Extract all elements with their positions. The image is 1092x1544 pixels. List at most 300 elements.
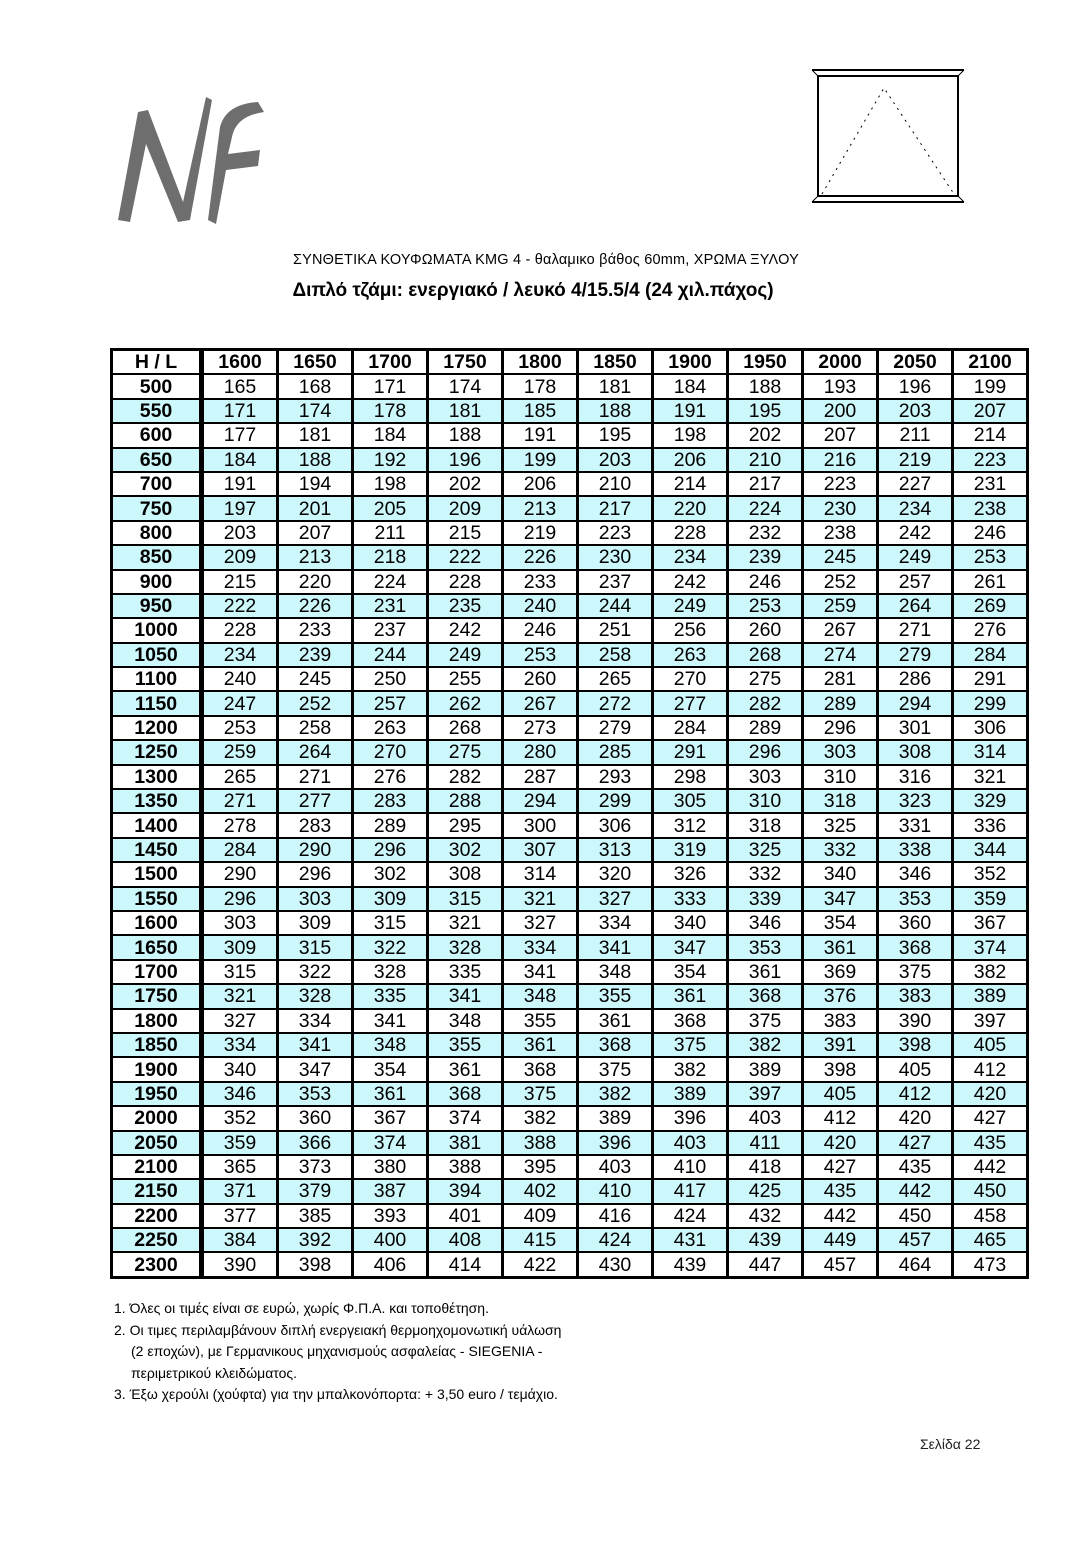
price-cell: 171 — [353, 374, 428, 398]
price-cell: 374 — [428, 1106, 503, 1130]
price-cell: 375 — [728, 1009, 803, 1033]
price-cell: 380 — [353, 1155, 428, 1179]
price-cell: 325 — [728, 838, 803, 862]
price-cell: 296 — [803, 716, 878, 740]
price-cell: 249 — [878, 545, 953, 569]
table-row — [112, 496, 1028, 520]
price-cell: 416 — [578, 1204, 653, 1228]
price-cell: 282 — [428, 765, 503, 789]
price-cell: 361 — [803, 935, 878, 959]
price-cell: 383 — [878, 984, 953, 1008]
price-cell: 207 — [953, 399, 1028, 423]
nf-logo — [108, 92, 278, 227]
price-cell: 369 — [803, 960, 878, 984]
price-cell: 318 — [728, 813, 803, 837]
price-cell: 276 — [353, 765, 428, 789]
price-cell: 202 — [728, 423, 803, 447]
price-cell: 457 — [803, 1252, 878, 1277]
price-cell: 395 — [503, 1155, 578, 1179]
price-cell: 457 — [878, 1228, 953, 1252]
price-cell: 397 — [953, 1009, 1028, 1033]
price-cell: 259 — [803, 594, 878, 618]
table-row — [112, 643, 1028, 667]
price-cell: 271 — [878, 618, 953, 642]
price-cell: 230 — [578, 545, 653, 569]
price-cell: 341 — [503, 960, 578, 984]
price-cell: 415 — [503, 1228, 578, 1252]
column-header: 1750 — [428, 350, 503, 375]
price-cell: 251 — [578, 618, 653, 642]
row-header-height: 1100 — [112, 667, 202, 691]
price-cell: 341 — [278, 1033, 353, 1057]
price-cell: 420 — [803, 1131, 878, 1155]
price-cell: 289 — [353, 813, 428, 837]
price-cell: 209 — [202, 545, 278, 569]
price-cell: 234 — [653, 545, 728, 569]
table-row — [112, 1179, 1028, 1203]
price-cell: 192 — [353, 448, 428, 472]
price-cell: 405 — [803, 1082, 878, 1106]
table-row — [112, 1204, 1028, 1228]
price-cell: 314 — [503, 862, 578, 886]
price-cell: 253 — [503, 643, 578, 667]
price-cell: 361 — [578, 1009, 653, 1033]
price-cell: 359 — [202, 1131, 278, 1155]
price-cell: 405 — [953, 1033, 1028, 1057]
price-cell: 368 — [653, 1009, 728, 1033]
price-cell: 196 — [428, 448, 503, 472]
price-cell: 348 — [578, 960, 653, 984]
price-cell: 223 — [578, 521, 653, 545]
price-cell: 290 — [202, 862, 278, 886]
price-cell: 270 — [653, 667, 728, 691]
row-header-height: 1500 — [112, 862, 202, 886]
price-cell: 224 — [353, 570, 428, 594]
price-cell: 313 — [578, 838, 653, 862]
price-cell: 291 — [653, 740, 728, 764]
row-header-height: 600 — [112, 423, 202, 447]
price-cell: 387 — [353, 1179, 428, 1203]
price-cell: 253 — [202, 716, 278, 740]
price-cell: 422 — [503, 1252, 578, 1277]
price-cell: 299 — [578, 789, 653, 813]
column-header: 2100 — [953, 350, 1028, 375]
price-cell: 388 — [503, 1131, 578, 1155]
price-cell: 321 — [428, 911, 503, 935]
price-cell: 464 — [878, 1252, 953, 1277]
price-cell: 181 — [278, 423, 353, 447]
price-cell: 263 — [653, 643, 728, 667]
price-cell: 326 — [653, 862, 728, 886]
note-item: 3. Έξω χερούλι (χούφτα) για την μπαλκονόπορτα: + 3,50 euro / τεμάχιο. — [114, 1386, 558, 1402]
table-row — [112, 1106, 1028, 1130]
price-cell: 234 — [878, 496, 953, 520]
price-cell: 188 — [278, 448, 353, 472]
price-cell: 375 — [578, 1057, 653, 1081]
table-row — [112, 570, 1028, 594]
price-cell: 303 — [202, 911, 278, 935]
row-header-height: 1800 — [112, 1009, 202, 1033]
price-cell: 178 — [353, 399, 428, 423]
price-cell: 410 — [578, 1179, 653, 1203]
price-cell: 321 — [953, 765, 1028, 789]
price-cell: 473 — [953, 1252, 1028, 1277]
price-cell: 184 — [653, 374, 728, 398]
price-cell: 348 — [428, 1009, 503, 1033]
price-cell: 196 — [878, 374, 953, 398]
price-cell: 439 — [653, 1252, 728, 1277]
price-cell: 340 — [202, 1057, 278, 1081]
price-cell: 209 — [428, 496, 503, 520]
row-header-height: 950 — [112, 594, 202, 618]
table-row — [112, 448, 1028, 472]
price-cell: 368 — [578, 1033, 653, 1057]
price-cell: 318 — [803, 789, 878, 813]
price-cell: 203 — [578, 448, 653, 472]
price-cell: 296 — [202, 887, 278, 911]
price-cell: 181 — [578, 374, 653, 398]
price-cell: 296 — [353, 838, 428, 862]
price-cell: 268 — [428, 716, 503, 740]
column-header: 1700 — [353, 350, 428, 375]
price-cell: 366 — [278, 1131, 353, 1155]
table-row — [112, 862, 1028, 886]
price-cell: 327 — [202, 1009, 278, 1033]
price-cell: 279 — [878, 643, 953, 667]
price-cell: 432 — [728, 1204, 803, 1228]
row-header-height: 1700 — [112, 960, 202, 984]
price-cell: 299 — [953, 691, 1028, 715]
price-cell: 211 — [878, 423, 953, 447]
price-cell: 361 — [728, 960, 803, 984]
price-cell: 168 — [278, 374, 353, 398]
price-cell: 406 — [353, 1252, 428, 1277]
price-cell: 214 — [953, 423, 1028, 447]
price-cell: 295 — [428, 813, 503, 837]
table-row — [112, 1082, 1028, 1106]
price-cell: 303 — [803, 740, 878, 764]
price-cell: 315 — [202, 960, 278, 984]
price-cell: 308 — [428, 862, 503, 886]
price-cell: 393 — [353, 1204, 428, 1228]
price-cell: 270 — [353, 740, 428, 764]
price-cell: 355 — [428, 1033, 503, 1057]
price-cell: 325 — [803, 813, 878, 837]
price-cell: 194 — [278, 472, 353, 496]
price-cell: 214 — [653, 472, 728, 496]
price-cell: 389 — [653, 1082, 728, 1106]
price-cell: 335 — [353, 984, 428, 1008]
table-row — [112, 765, 1028, 789]
price-cell: 231 — [353, 594, 428, 618]
note-item: 1. Όλες οι τιμές είναι σε ευρώ, χωρίς Φ.Π.Α. και τοποθέτηση. — [114, 1300, 489, 1316]
price-cell: 435 — [803, 1179, 878, 1203]
price-cell: 215 — [428, 521, 503, 545]
price-cell: 412 — [878, 1082, 953, 1106]
price-cell: 252 — [803, 570, 878, 594]
price-cell: 367 — [353, 1106, 428, 1130]
price-cell: 414 — [428, 1252, 503, 1277]
column-header: 2050 — [878, 350, 953, 375]
document-title: Διπλό τζάμι: ενεργιακό / λευκό 4/15.5/4 (24 χιλ.πάχος) — [292, 280, 774, 301]
row-header-height: 1650 — [112, 935, 202, 959]
row-header-height: 1900 — [112, 1057, 202, 1081]
price-cell: 382 — [653, 1057, 728, 1081]
price-cell: 224 — [728, 496, 803, 520]
price-cell: 328 — [278, 984, 353, 1008]
price-cell: 265 — [578, 667, 653, 691]
column-header: 2000 — [803, 350, 878, 375]
price-cell: 319 — [653, 838, 728, 862]
price-cell: 373 — [278, 1155, 353, 1179]
price-cell: 396 — [653, 1106, 728, 1130]
price-cell: 385 — [278, 1204, 353, 1228]
price-cell: 431 — [653, 1228, 728, 1252]
price-cell: 233 — [503, 570, 578, 594]
price-cell: 353 — [878, 887, 953, 911]
price-cell: 332 — [728, 862, 803, 886]
table-row — [112, 594, 1028, 618]
price-cell: 382 — [728, 1033, 803, 1057]
price-cell: 273 — [503, 716, 578, 740]
table-row — [112, 1057, 1028, 1081]
row-header-height: 1250 — [112, 740, 202, 764]
price-cell: 371 — [202, 1179, 278, 1203]
price-cell: 309 — [278, 911, 353, 935]
price-cell: 435 — [953, 1131, 1028, 1155]
price-cell: 361 — [653, 984, 728, 1008]
row-header-height: 1950 — [112, 1082, 202, 1106]
price-cell: 409 — [503, 1204, 578, 1228]
price-cell: 425 — [728, 1179, 803, 1203]
price-cell: 403 — [728, 1106, 803, 1130]
price-cell: 246 — [728, 570, 803, 594]
price-cell: 331 — [878, 813, 953, 837]
price-cell: 301 — [878, 716, 953, 740]
price-cell: 296 — [728, 740, 803, 764]
row-header-height: 1550 — [112, 887, 202, 911]
price-cell: 309 — [202, 935, 278, 959]
price-cell: 410 — [653, 1155, 728, 1179]
price-cell: 242 — [878, 521, 953, 545]
table-row — [112, 960, 1028, 984]
price-cell: 188 — [728, 374, 803, 398]
price-cell: 375 — [878, 960, 953, 984]
price-cell: 341 — [428, 984, 503, 1008]
price-cell: 264 — [878, 594, 953, 618]
price-cell: 392 — [278, 1228, 353, 1252]
price-cell: 171 — [202, 399, 278, 423]
price-cell: 261 — [953, 570, 1028, 594]
price-cell: 188 — [578, 399, 653, 423]
price-cell: 365 — [202, 1155, 278, 1179]
price-cell: 200 — [803, 399, 878, 423]
price-cell: 403 — [578, 1155, 653, 1179]
price-cell: 315 — [278, 935, 353, 959]
price-cell: 355 — [503, 1009, 578, 1033]
price-cell: 321 — [503, 887, 578, 911]
price-cell: 352 — [202, 1106, 278, 1130]
price-cell: 427 — [878, 1131, 953, 1155]
price-cell: 322 — [278, 960, 353, 984]
price-cell: 283 — [278, 813, 353, 837]
price-cell: 264 — [278, 740, 353, 764]
price-cell: 341 — [353, 1009, 428, 1033]
price-cell: 210 — [728, 448, 803, 472]
price-cell: 206 — [503, 472, 578, 496]
price-cell: 346 — [202, 1082, 278, 1106]
price-cell: 289 — [803, 691, 878, 715]
price-cell: 274 — [803, 643, 878, 667]
price-cell: 376 — [803, 984, 878, 1008]
price-cell: 382 — [503, 1106, 578, 1130]
price-cell: 412 — [803, 1106, 878, 1130]
price-cell: 303 — [728, 765, 803, 789]
price-cell: 340 — [803, 862, 878, 886]
price-cell: 165 — [202, 374, 278, 398]
row-header-height: 750 — [112, 496, 202, 520]
price-cell: 310 — [803, 765, 878, 789]
price-cell: 184 — [353, 423, 428, 447]
price-cell: 191 — [503, 423, 578, 447]
price-cell: 346 — [728, 911, 803, 935]
price-cell: 397 — [728, 1082, 803, 1106]
price-cell: 220 — [278, 570, 353, 594]
price-cell: 255 — [428, 667, 503, 691]
row-header-height: 800 — [112, 521, 202, 545]
row-header-height: 2150 — [112, 1179, 202, 1203]
row-header-height: 1000 — [112, 618, 202, 642]
document-subtitle: ΣΥΝΘΕΤΙΚΑ ΚΟΥΦΩΜΑΤΑ KMG 4 - θαλαμικο βάθος 60mm, ΧΡΩΜΑ ΞΥΛΟΥ — [292, 252, 800, 268]
price-cell: 219 — [878, 448, 953, 472]
price-cell: 267 — [803, 618, 878, 642]
page-number: Σελίδα 22 — [920, 1436, 981, 1452]
price-cell: 327 — [503, 911, 578, 935]
price-cell: 400 — [353, 1228, 428, 1252]
price-cell: 185 — [503, 399, 578, 423]
table-row — [112, 1155, 1028, 1179]
price-cell: 374 — [953, 935, 1028, 959]
price-cell: 284 — [653, 716, 728, 740]
price-cell: 177 — [202, 423, 278, 447]
price-cell: 398 — [878, 1033, 953, 1057]
price-cell: 287 — [503, 765, 578, 789]
price-cell: 291 — [953, 667, 1028, 691]
price-cell: 246 — [953, 521, 1028, 545]
row-header-height: 2300 — [112, 1252, 202, 1277]
price-cell: 256 — [653, 618, 728, 642]
price-cell: 398 — [278, 1252, 353, 1277]
price-cell: 348 — [503, 984, 578, 1008]
column-header: 1850 — [578, 350, 653, 375]
price-cell: 226 — [503, 545, 578, 569]
price-cell: 215 — [202, 570, 278, 594]
price-cell: 228 — [202, 618, 278, 642]
row-header-height: 1850 — [112, 1033, 202, 1057]
price-cell: 278 — [202, 813, 278, 837]
price-cell: 223 — [953, 448, 1028, 472]
price-cell: 368 — [728, 984, 803, 1008]
column-header: 1900 — [653, 350, 728, 375]
price-cell: 439 — [728, 1228, 803, 1252]
table-row — [112, 911, 1028, 935]
price-cell: 260 — [503, 667, 578, 691]
row-header-height: 2200 — [112, 1204, 202, 1228]
price-cell: 353 — [728, 935, 803, 959]
price-cell: 279 — [578, 716, 653, 740]
price-cell: 375 — [503, 1082, 578, 1106]
price-cell: 339 — [728, 887, 803, 911]
price-cell: 244 — [578, 594, 653, 618]
price-cell: 359 — [953, 887, 1028, 911]
price-cell: 272 — [578, 691, 653, 715]
price-cell: 316 — [878, 765, 953, 789]
price-cell: 302 — [428, 838, 503, 862]
price-cell: 361 — [503, 1033, 578, 1057]
table-row — [112, 789, 1028, 813]
price-cell: 375 — [653, 1033, 728, 1057]
price-cell: 198 — [353, 472, 428, 496]
price-cell: 276 — [953, 618, 1028, 642]
price-cell: 450 — [878, 1204, 953, 1228]
price-cell: 435 — [878, 1155, 953, 1179]
price-cell: 203 — [878, 399, 953, 423]
price-cell: 207 — [278, 521, 353, 545]
price-cell: 382 — [578, 1082, 653, 1106]
price-cell: 403 — [653, 1131, 728, 1155]
price-cell: 327 — [578, 887, 653, 911]
price-cell: 235 — [428, 594, 503, 618]
table-row — [112, 1131, 1028, 1155]
price-cell: 252 — [278, 691, 353, 715]
price-cell: 420 — [953, 1082, 1028, 1106]
price-cell: 341 — [578, 935, 653, 959]
row-header-height: 1750 — [112, 984, 202, 1008]
column-header: 1600 — [202, 350, 278, 375]
price-cell: 230 — [803, 496, 878, 520]
price-cell: 383 — [803, 1009, 878, 1033]
price-cell: 289 — [728, 716, 803, 740]
price-cell: 207 — [803, 423, 878, 447]
price-cell: 284 — [953, 643, 1028, 667]
price-cell: 335 — [428, 960, 503, 984]
price-cell: 347 — [653, 935, 728, 959]
row-header-height: 1350 — [112, 789, 202, 813]
price-cell: 336 — [953, 813, 1028, 837]
price-cell: 361 — [428, 1057, 503, 1081]
price-cell: 220 — [653, 496, 728, 520]
price-cell: 195 — [578, 423, 653, 447]
price-cell: 240 — [503, 594, 578, 618]
price-cell: 268 — [728, 643, 803, 667]
price-cell: 450 — [953, 1179, 1028, 1203]
price-cell: 442 — [803, 1204, 878, 1228]
table-row — [112, 374, 1028, 398]
price-cell: 191 — [653, 399, 728, 423]
price-cell: 367 — [953, 911, 1028, 935]
table-row — [112, 887, 1028, 911]
price-cell: 352 — [953, 862, 1028, 886]
note-item-continuation: (2 εποχών), με Γερμανικους μηχανισμούς ασφαλείας - SIEGENIA - — [131, 1343, 543, 1359]
price-cell: 390 — [202, 1252, 278, 1277]
price-cell: 244 — [353, 643, 428, 667]
price-cell: 269 — [953, 594, 1028, 618]
price-cell: 442 — [953, 1155, 1028, 1179]
price-cell: 237 — [578, 570, 653, 594]
price-cell: 334 — [278, 1009, 353, 1033]
price-cell: 218 — [353, 545, 428, 569]
price-cell: 347 — [278, 1057, 353, 1081]
